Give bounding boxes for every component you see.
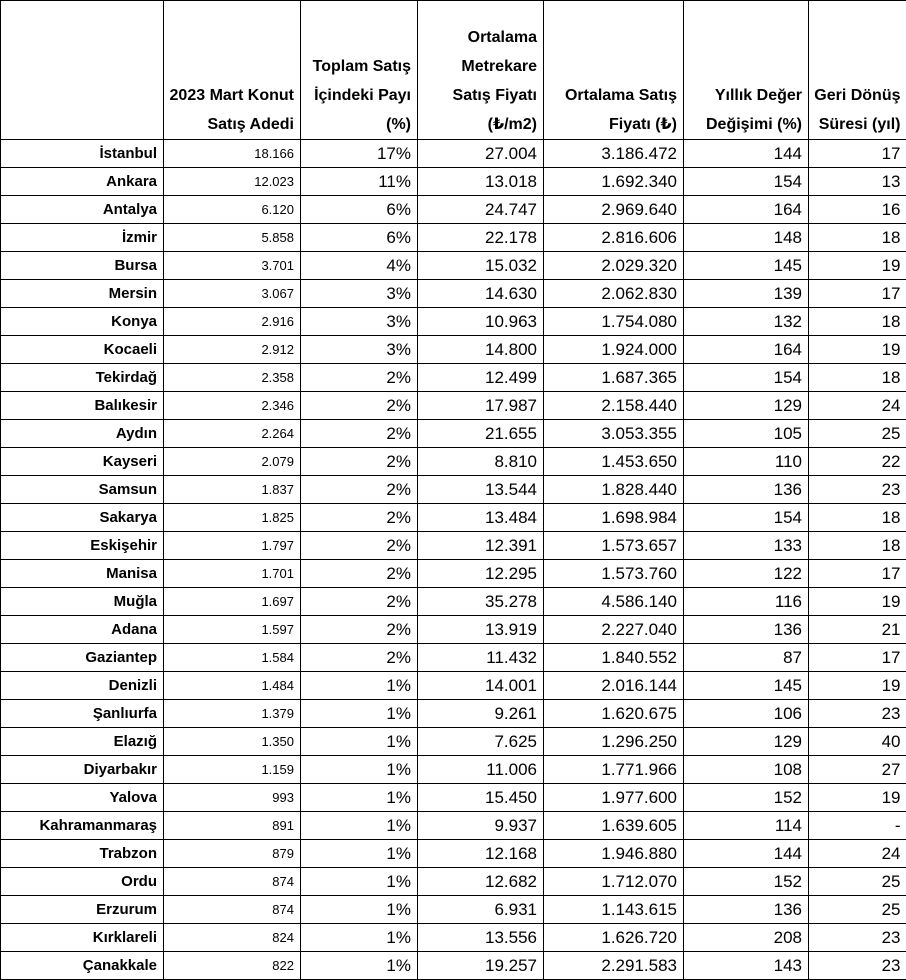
cell-yearly-value-change: 152 [684,784,809,812]
cell-city: Aydın [1,420,164,448]
column-header-city [1,1,164,140]
cell-payback-period: 18 [809,532,906,560]
cell-share-of-total: 1% [301,924,418,952]
table-row [1,196,906,224]
cell-sales-count: 1.797 [164,532,301,560]
cell-sales-count: 2.358 [164,364,301,392]
cell-yearly-value-change: 136 [684,896,809,924]
cell-city: Erzurum [1,896,164,924]
cell-city: Denizli [1,672,164,700]
cell-avg-price: 2.969.640 [544,196,684,224]
cell-yearly-value-change: 143 [684,952,809,980]
cell-payback-period: 23 [809,700,906,728]
cell-sales-count: 1.484 [164,672,301,700]
cell-avg-price: 1.754.080 [544,308,684,336]
cell-avg-sqm-price: 15.450 [418,784,544,812]
cell-yearly-value-change: 208 [684,924,809,952]
cell-yearly-value-change: 154 [684,504,809,532]
table-row [1,532,906,560]
cell-payback-period: 23 [809,476,906,504]
table-row [1,476,906,504]
cell-avg-price: 1.828.440 [544,476,684,504]
cell-avg-price: 1.620.675 [544,700,684,728]
cell-avg-sqm-price: 13.556 [418,924,544,952]
cell-share-of-total: 2% [301,644,418,672]
cell-sales-count: 891 [164,812,301,840]
cell-payback-period: 18 [809,364,906,392]
cell-share-of-total: 1% [301,784,418,812]
table-row [1,140,906,168]
cell-payback-period: 23 [809,952,906,980]
cell-sales-count: 824 [164,924,301,952]
cell-city: Sakarya [1,504,164,532]
cell-avg-sqm-price: 12.391 [418,532,544,560]
cell-yearly-value-change: 164 [684,196,809,224]
cell-avg-sqm-price: 14.800 [418,336,544,364]
cell-yearly-value-change: 129 [684,728,809,756]
header-row [1,1,906,140]
cell-payback-period: 22 [809,448,906,476]
cell-avg-sqm-price: 13.544 [418,476,544,504]
cell-sales-count: 993 [164,784,301,812]
cell-city: Şanlıurfa [1,700,164,728]
cell-avg-price: 1.771.966 [544,756,684,784]
cell-payback-period: 27 [809,756,906,784]
cell-avg-sqm-price: 7.625 [418,728,544,756]
cell-share-of-total: 2% [301,532,418,560]
cell-avg-sqm-price: 11.006 [418,756,544,784]
table-row [1,588,906,616]
table-row [1,560,906,588]
cell-city: Balıkesir [1,392,164,420]
cell-payback-period: 19 [809,252,906,280]
cell-yearly-value-change: 105 [684,420,809,448]
cell-sales-count: 1.837 [164,476,301,504]
cell-yearly-value-change: 133 [684,532,809,560]
cell-payback-period: 25 [809,896,906,924]
cell-payback-period: 25 [809,868,906,896]
cell-avg-price: 1.840.552 [544,644,684,672]
cell-sales-count: 1.159 [164,756,301,784]
table-row [1,364,906,392]
cell-payback-period: 17 [809,280,906,308]
cell-avg-price: 4.586.140 [544,588,684,616]
cell-avg-sqm-price: 9.261 [418,700,544,728]
cell-avg-sqm-price: 24.747 [418,196,544,224]
cell-avg-price: 1.626.720 [544,924,684,952]
cell-share-of-total: 2% [301,588,418,616]
column-header-payback-period: Geri Dönüş Süresi (yıl) [809,1,906,140]
cell-yearly-value-change: 122 [684,560,809,588]
cell-avg-price: 2.227.040 [544,616,684,644]
column-header-sales-count: 2023 Mart Konut Satış Adedi [164,1,301,140]
table-row [1,168,906,196]
column-header-avg-sqm-price: Ortalama Metrekare Satış Fiyatı (₺/m2) [418,1,544,140]
cell-sales-count: 3.701 [164,252,301,280]
cell-yearly-value-change: 154 [684,168,809,196]
cell-avg-sqm-price: 27.004 [418,140,544,168]
cell-yearly-value-change: 154 [684,364,809,392]
cell-avg-price: 1.639.605 [544,812,684,840]
cell-avg-price: 2.158.440 [544,392,684,420]
cell-avg-sqm-price: 12.168 [418,840,544,868]
cell-share-of-total: 6% [301,224,418,252]
cell-avg-sqm-price: 8.810 [418,448,544,476]
cell-yearly-value-change: 87 [684,644,809,672]
cell-city: Eskişehir [1,532,164,560]
cell-share-of-total: 3% [301,280,418,308]
cell-avg-price: 3.186.472 [544,140,684,168]
cell-city: Mersin [1,280,164,308]
cell-payback-period: 17 [809,644,906,672]
cell-city: Elazığ [1,728,164,756]
cell-avg-price: 1.698.984 [544,504,684,532]
table-row [1,308,906,336]
cell-payback-period: 18 [809,308,906,336]
cell-yearly-value-change: 106 [684,700,809,728]
cell-city: Trabzon [1,840,164,868]
cell-share-of-total: 6% [301,196,418,224]
cell-avg-price: 1.924.000 [544,336,684,364]
cell-sales-count: 6.120 [164,196,301,224]
cell-share-of-total: 1% [301,672,418,700]
cell-sales-count: 2.346 [164,392,301,420]
cell-sales-count: 1.350 [164,728,301,756]
table-row [1,868,906,896]
table-row [1,448,906,476]
cell-share-of-total: 1% [301,952,418,980]
cell-share-of-total: 17% [301,140,418,168]
cell-payback-period: 23 [809,924,906,952]
cell-avg-sqm-price: 15.032 [418,252,544,280]
cell-avg-sqm-price: 12.499 [418,364,544,392]
cell-city: Bursa [1,252,164,280]
cell-payback-period: 19 [809,336,906,364]
cell-avg-price: 3.053.355 [544,420,684,448]
cell-share-of-total: 2% [301,392,418,420]
cell-avg-price: 2.062.830 [544,280,684,308]
cell-avg-sqm-price: 17.987 [418,392,544,420]
cell-city: Kayseri [1,448,164,476]
cell-avg-sqm-price: 13.018 [418,168,544,196]
table-row [1,336,906,364]
cell-share-of-total: 3% [301,336,418,364]
cell-sales-count: 2.264 [164,420,301,448]
cell-sales-count: 18.166 [164,140,301,168]
cell-payback-period: 24 [809,840,906,868]
cell-share-of-total: 2% [301,364,418,392]
cell-sales-count: 3.067 [164,280,301,308]
table-row [1,504,906,532]
cell-yearly-value-change: 132 [684,308,809,336]
cell-city: Manisa [1,560,164,588]
table-row [1,840,906,868]
cell-yearly-value-change: 144 [684,840,809,868]
cell-payback-period: 25 [809,420,906,448]
cell-avg-sqm-price: 12.682 [418,868,544,896]
cell-share-of-total: 2% [301,476,418,504]
cell-payback-period: 13 [809,168,906,196]
cell-payback-period: 19 [809,672,906,700]
cell-city: Samsun [1,476,164,504]
cell-city: Muğla [1,588,164,616]
cell-payback-period: - [809,812,906,840]
cell-sales-count: 1.584 [164,644,301,672]
cell-avg-price: 1.687.365 [544,364,684,392]
cell-sales-count: 1.597 [164,616,301,644]
cell-share-of-total: 3% [301,308,418,336]
cell-avg-sqm-price: 13.484 [418,504,544,532]
cell-sales-count: 822 [164,952,301,980]
cell-share-of-total: 2% [301,616,418,644]
cell-payback-period: 21 [809,616,906,644]
cell-payback-period: 24 [809,392,906,420]
cell-share-of-total: 1% [301,840,418,868]
table-row [1,644,906,672]
cell-sales-count: 879 [164,840,301,868]
cell-city: Ankara [1,168,164,196]
cell-sales-count: 2.916 [164,308,301,336]
table-row [1,784,906,812]
table-row [1,420,906,448]
cell-yearly-value-change: 164 [684,336,809,364]
cell-sales-count: 874 [164,868,301,896]
cell-sales-count: 2.912 [164,336,301,364]
cell-yearly-value-change: 114 [684,812,809,840]
cell-yearly-value-change: 145 [684,252,809,280]
table-row [1,924,906,952]
cell-avg-sqm-price: 22.178 [418,224,544,252]
cell-avg-price: 1.296.250 [544,728,684,756]
cell-avg-price: 2.291.583 [544,952,684,980]
cell-avg-sqm-price: 35.278 [418,588,544,616]
cell-city: Çanakkale [1,952,164,980]
cell-city: Antalya [1,196,164,224]
cell-payback-period: 17 [809,560,906,588]
cell-avg-price: 1.692.340 [544,168,684,196]
cell-yearly-value-change: 110 [684,448,809,476]
table-row [1,224,906,252]
cell-payback-period: 16 [809,196,906,224]
cell-sales-count: 874 [164,896,301,924]
cell-avg-sqm-price: 21.655 [418,420,544,448]
cell-avg-price: 2.016.144 [544,672,684,700]
column-header-avg-price: Ortalama Satış Fiyatı (₺) [544,1,684,140]
cell-city: Kahramanmaraş [1,812,164,840]
cell-city: Kocaeli [1,336,164,364]
cell-avg-sqm-price: 14.001 [418,672,544,700]
cell-share-of-total: 11% [301,168,418,196]
cell-payback-period: 19 [809,588,906,616]
cell-yearly-value-change: 116 [684,588,809,616]
table-body [1,140,906,980]
table-row [1,280,906,308]
cell-share-of-total: 1% [301,700,418,728]
cell-city: Ordu [1,868,164,896]
cell-share-of-total: 1% [301,812,418,840]
cell-share-of-total: 4% [301,252,418,280]
cell-avg-sqm-price: 14.630 [418,280,544,308]
cell-share-of-total: 1% [301,756,418,784]
cell-yearly-value-change: 145 [684,672,809,700]
cell-avg-price: 1.712.070 [544,868,684,896]
cell-city: İzmir [1,224,164,252]
cell-avg-price: 1.946.880 [544,840,684,868]
table-row [1,728,906,756]
cell-city: İstanbul [1,140,164,168]
cell-payback-period: 18 [809,504,906,532]
cell-share-of-total: 2% [301,420,418,448]
cell-yearly-value-change: 148 [684,224,809,252]
cell-avg-price: 2.816.606 [544,224,684,252]
cell-yearly-value-change: 108 [684,756,809,784]
cell-avg-price: 1.573.657 [544,532,684,560]
cell-sales-count: 1.701 [164,560,301,588]
cell-city: Tekirdağ [1,364,164,392]
cell-payback-period: 40 [809,728,906,756]
cell-yearly-value-change: 136 [684,616,809,644]
table-header [1,1,906,140]
cell-yearly-value-change: 139 [684,280,809,308]
cell-city: Yalova [1,784,164,812]
cell-share-of-total: 1% [301,896,418,924]
table-row [1,616,906,644]
cell-yearly-value-change: 144 [684,140,809,168]
table-row [1,896,906,924]
cell-payback-period: 17 [809,140,906,168]
cell-payback-period: 18 [809,224,906,252]
cell-yearly-value-change: 152 [684,868,809,896]
table-row [1,700,906,728]
cell-sales-count: 5.858 [164,224,301,252]
cell-city: Gaziantep [1,644,164,672]
cell-city: Diyarbakır [1,756,164,784]
cell-sales-count: 1.825 [164,504,301,532]
cell-sales-count: 1.379 [164,700,301,728]
cell-share-of-total: 2% [301,448,418,476]
cell-avg-sqm-price: 10.963 [418,308,544,336]
cell-share-of-total: 1% [301,868,418,896]
table-row [1,812,906,840]
cell-avg-price: 1.143.615 [544,896,684,924]
cell-sales-count: 12.023 [164,168,301,196]
table-row [1,392,906,420]
column-header-yearly-value-change: Yıllık Değer Değişimi (%) [684,1,809,140]
cell-avg-price: 1.977.600 [544,784,684,812]
cell-sales-count: 1.697 [164,588,301,616]
table-row [1,252,906,280]
cell-share-of-total: 2% [301,560,418,588]
cell-share-of-total: 1% [301,728,418,756]
column-header-share-of-total: Toplam Satış İçindeki Payı (%) [301,1,418,140]
cell-payback-period: 19 [809,784,906,812]
cell-avg-price: 2.029.320 [544,252,684,280]
cell-avg-price: 1.453.650 [544,448,684,476]
cell-yearly-value-change: 129 [684,392,809,420]
cell-sales-count: 2.079 [164,448,301,476]
table-row [1,672,906,700]
cell-city: Konya [1,308,164,336]
cell-avg-sqm-price: 13.919 [418,616,544,644]
cell-yearly-value-change: 136 [684,476,809,504]
table-row [1,756,906,784]
cell-avg-price: 1.573.760 [544,560,684,588]
cell-avg-sqm-price: 19.257 [418,952,544,980]
cell-avg-sqm-price: 6.931 [418,896,544,924]
cell-city: Kırklareli [1,924,164,952]
cell-avg-sqm-price: 9.937 [418,812,544,840]
table-row [1,952,906,980]
cell-share-of-total: 2% [301,504,418,532]
cell-avg-sqm-price: 12.295 [418,560,544,588]
cell-avg-sqm-price: 11.432 [418,644,544,672]
cell-city: Adana [1,616,164,644]
